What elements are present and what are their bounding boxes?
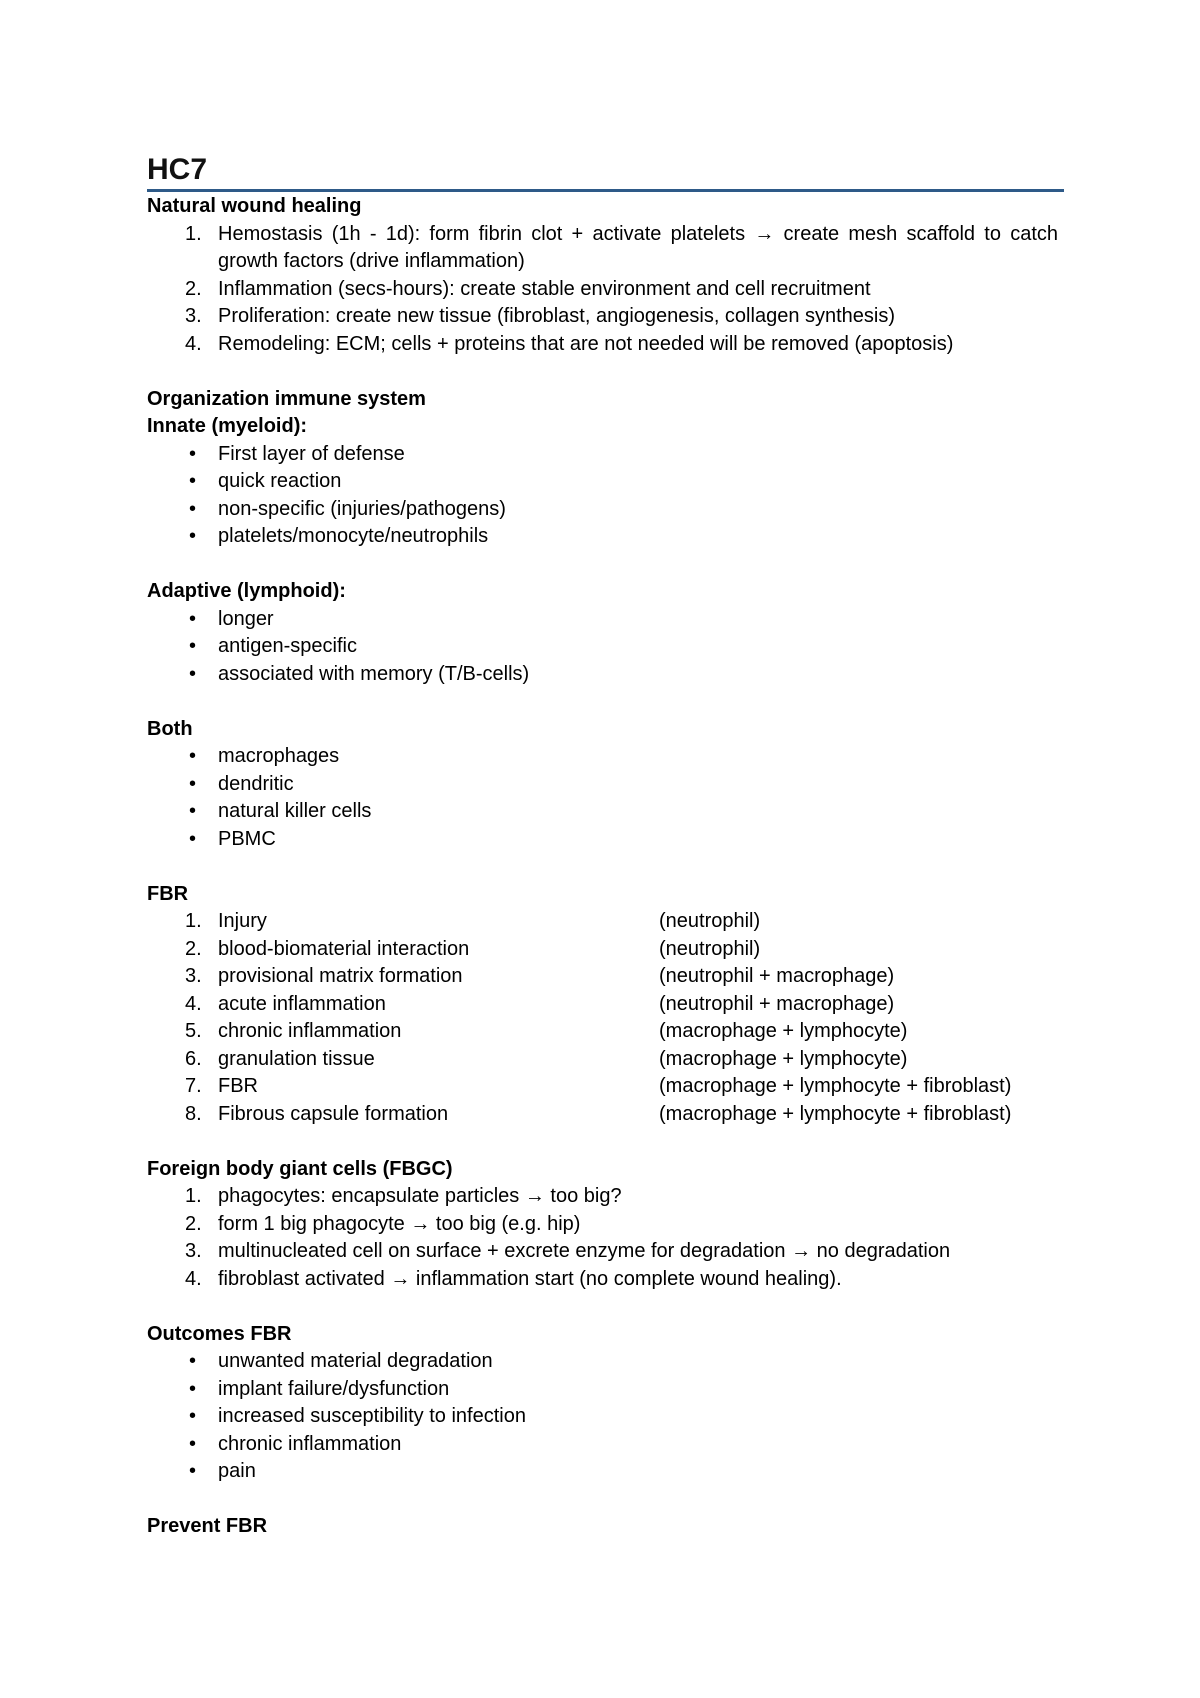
bullet-marker: • (189, 497, 197, 520)
bullet-item (147, 771, 1064, 799)
list-number: 1. (185, 1185, 202, 1207)
fbr-cells: (neutrophil + macrophage) (659, 992, 895, 1015)
fbr-stage: blood-biomaterial interaction (218, 937, 470, 960)
fbr-stage-row (147, 1046, 1064, 1074)
section-heading: Prevent FBR (147, 1515, 268, 1537)
bullet-marker: • (189, 745, 197, 767)
list-number: 8. (185, 1102, 202, 1125)
list-item (147, 303, 1064, 331)
fbr-stage: provisional matrix formation (218, 965, 463, 987)
bullet-item-text: longer (218, 607, 274, 630)
list-number: 2. (185, 937, 202, 960)
bullet-item (147, 1376, 1064, 1404)
section-heading: Organization immune system (147, 387, 426, 410)
fbr-stage-row (147, 936, 1064, 964)
bullet-marker: • (189, 800, 197, 822)
list-number: 4. (185, 992, 202, 1015)
section-fbr (147, 881, 1064, 1129)
subsection-heading-innate: Innate (myeloid): (147, 415, 308, 437)
bullet-item-text: unwanted material degradation (218, 1350, 493, 1372)
subsection-heading-adaptive: Adaptive (lymphoid): (147, 580, 346, 602)
list-number: 3. (185, 965, 202, 987)
section-heading: Natural wound healing (147, 195, 362, 217)
list-item (147, 221, 1064, 276)
bullet-item (147, 523, 1064, 551)
list-item-text: Hemostasis (1h - 1d): form fibrin clot + activate platelets → create mesh scaffold to catch growth factors (drive inflammation) (218, 222, 1058, 272)
fbr-stage: Injury (218, 910, 267, 932)
fbr-cells: (neutrophil) (659, 937, 761, 960)
bullet-item (147, 826, 1064, 854)
bullet-marker: • (189, 662, 197, 685)
list-item (147, 331, 1064, 359)
page-title: HC7 (147, 152, 1064, 192)
bullet-marker: • (189, 470, 197, 492)
bullet-item-text: macrophages (218, 745, 340, 767)
bullet-item-text: antigen-specific (218, 635, 357, 657)
bullet-item-text: dendritic (218, 772, 294, 795)
list-number: 7. (185, 1075, 202, 1097)
bullet-item (147, 1458, 1064, 1486)
fbr-stage: granulation tissue (218, 1047, 375, 1070)
bullet-marker: • (189, 442, 197, 465)
section-immune-system (147, 386, 1064, 854)
list-number: 2. (185, 277, 202, 300)
bullet-item (147, 606, 1064, 634)
list-item (147, 1238, 1064, 1266)
section-heading: Outcomes FBR (147, 1322, 292, 1345)
bullet-marker: • (189, 1460, 197, 1482)
list-item-text: Proliferation: create new tissue (fibroblast, angiogenesis, collagen synthesis) (218, 305, 896, 327)
fbr-cells: (neutrophil) (659, 910, 761, 932)
bullet-marker: • (189, 607, 197, 630)
fbr-stage: chronic inflammation (218, 1020, 402, 1042)
bullet-marker: • (189, 827, 197, 850)
bullet-item (147, 633, 1064, 661)
bullet-item-text: natural killer cells (218, 800, 372, 822)
bullet-item-text: PBMC (218, 827, 276, 850)
list-number: 6. (185, 1047, 202, 1070)
list-item-text: form 1 big phagocyte → too big (e.g. hip) (218, 1212, 581, 1235)
bullet-item (147, 661, 1064, 689)
list-number: 3. (185, 1240, 202, 1262)
list-number: 1. (185, 222, 202, 245)
section-heading: Foreign body giant cells (FBGC) (147, 1157, 453, 1180)
bullet-item (147, 1403, 1064, 1431)
fbr-stage: acute inflammation (218, 992, 386, 1015)
section-fbgc (147, 1156, 1064, 1294)
fbr-cells: (macrophage + lymphocyte) (659, 1020, 908, 1042)
bullet-item-text: quick reaction (218, 470, 342, 492)
fbr-cells: (macrophage + lymphocyte) (659, 1047, 908, 1070)
document-body (147, 152, 1064, 1541)
bullet-item (147, 496, 1064, 524)
section-heading: FBR (147, 882, 189, 905)
bullet-item (147, 798, 1064, 826)
bullet-item-text: non-specific (injuries/pathogens) (218, 497, 506, 520)
list-number: 4. (185, 1267, 202, 1290)
fbr-stage-row (147, 1101, 1064, 1129)
bullet-item (147, 743, 1064, 771)
bullet-item (147, 441, 1064, 469)
list-item (147, 276, 1064, 304)
list-number: 1. (185, 910, 202, 932)
fbr-cells: (neutrophil + macrophage) (659, 965, 895, 987)
list-item-text: multinucleated cell on surface + excrete enzyme for degradation → no degradation (218, 1240, 951, 1262)
list-number: 5. (185, 1020, 202, 1042)
list-item (147, 1211, 1064, 1239)
bullet-marker: • (189, 635, 197, 657)
list-item-text: Remodeling: ECM; cells + proteins that are not needed will be removed (apoptosis) (218, 332, 954, 355)
bullet-item (147, 1431, 1064, 1459)
list-item-text: fibroblast activated → inflammation start (no complete wound healing). (218, 1267, 842, 1290)
fbr-stage: FBR (218, 1075, 258, 1097)
bullet-marker: • (189, 1432, 197, 1455)
section-prevent-fbr (147, 1513, 1064, 1541)
bullet-marker: • (189, 1377, 197, 1400)
bullet-item-text: increased susceptibility to infection (218, 1405, 526, 1427)
section-natural-wound-healing (147, 193, 1064, 358)
subsection-heading-both: Both (147, 717, 193, 740)
list-item-text: phagocytes: encapsulate particles → too big? (218, 1185, 622, 1207)
fbr-stage-row (147, 963, 1064, 991)
fbr-stage-row (147, 1018, 1064, 1046)
list-number: 4. (185, 332, 202, 355)
bullet-item-text: implant failure/dysfunction (218, 1377, 450, 1400)
list-item-text: Inflammation (secs-hours): create stable environment and cell recruitment (218, 277, 871, 300)
bullet-item-text: platelets/monocyte/neutrophils (218, 525, 489, 547)
fbr-stage-row (147, 1073, 1064, 1101)
fbr-cells: (macrophage + lymphocyte + fibroblast) (659, 1102, 1012, 1125)
bullet-item-text: associated with memory (T/B-cells) (218, 662, 530, 685)
list-number: 3. (185, 305, 202, 327)
fbr-stage-row (147, 908, 1064, 936)
fbr-stage-row (147, 991, 1064, 1019)
bullet-item-text: pain (218, 1460, 256, 1482)
bullet-marker: • (189, 1350, 197, 1372)
bullet-item (147, 468, 1064, 496)
list-number: 2. (185, 1212, 202, 1235)
section-outcomes-fbr (147, 1321, 1064, 1486)
bullet-item-text: chronic inflammation (218, 1432, 402, 1455)
bullet-item-text: First layer of defense (218, 442, 405, 465)
bullet-item (147, 1348, 1064, 1376)
bullet-marker: • (189, 525, 197, 547)
fbr-cells: (macrophage + lymphocyte + fibroblast) (659, 1075, 1012, 1097)
bullet-marker: • (189, 772, 197, 795)
list-item (147, 1266, 1064, 1294)
list-item (147, 1183, 1064, 1211)
bullet-marker: • (189, 1405, 197, 1427)
fbr-stage: Fibrous capsule formation (218, 1102, 449, 1125)
